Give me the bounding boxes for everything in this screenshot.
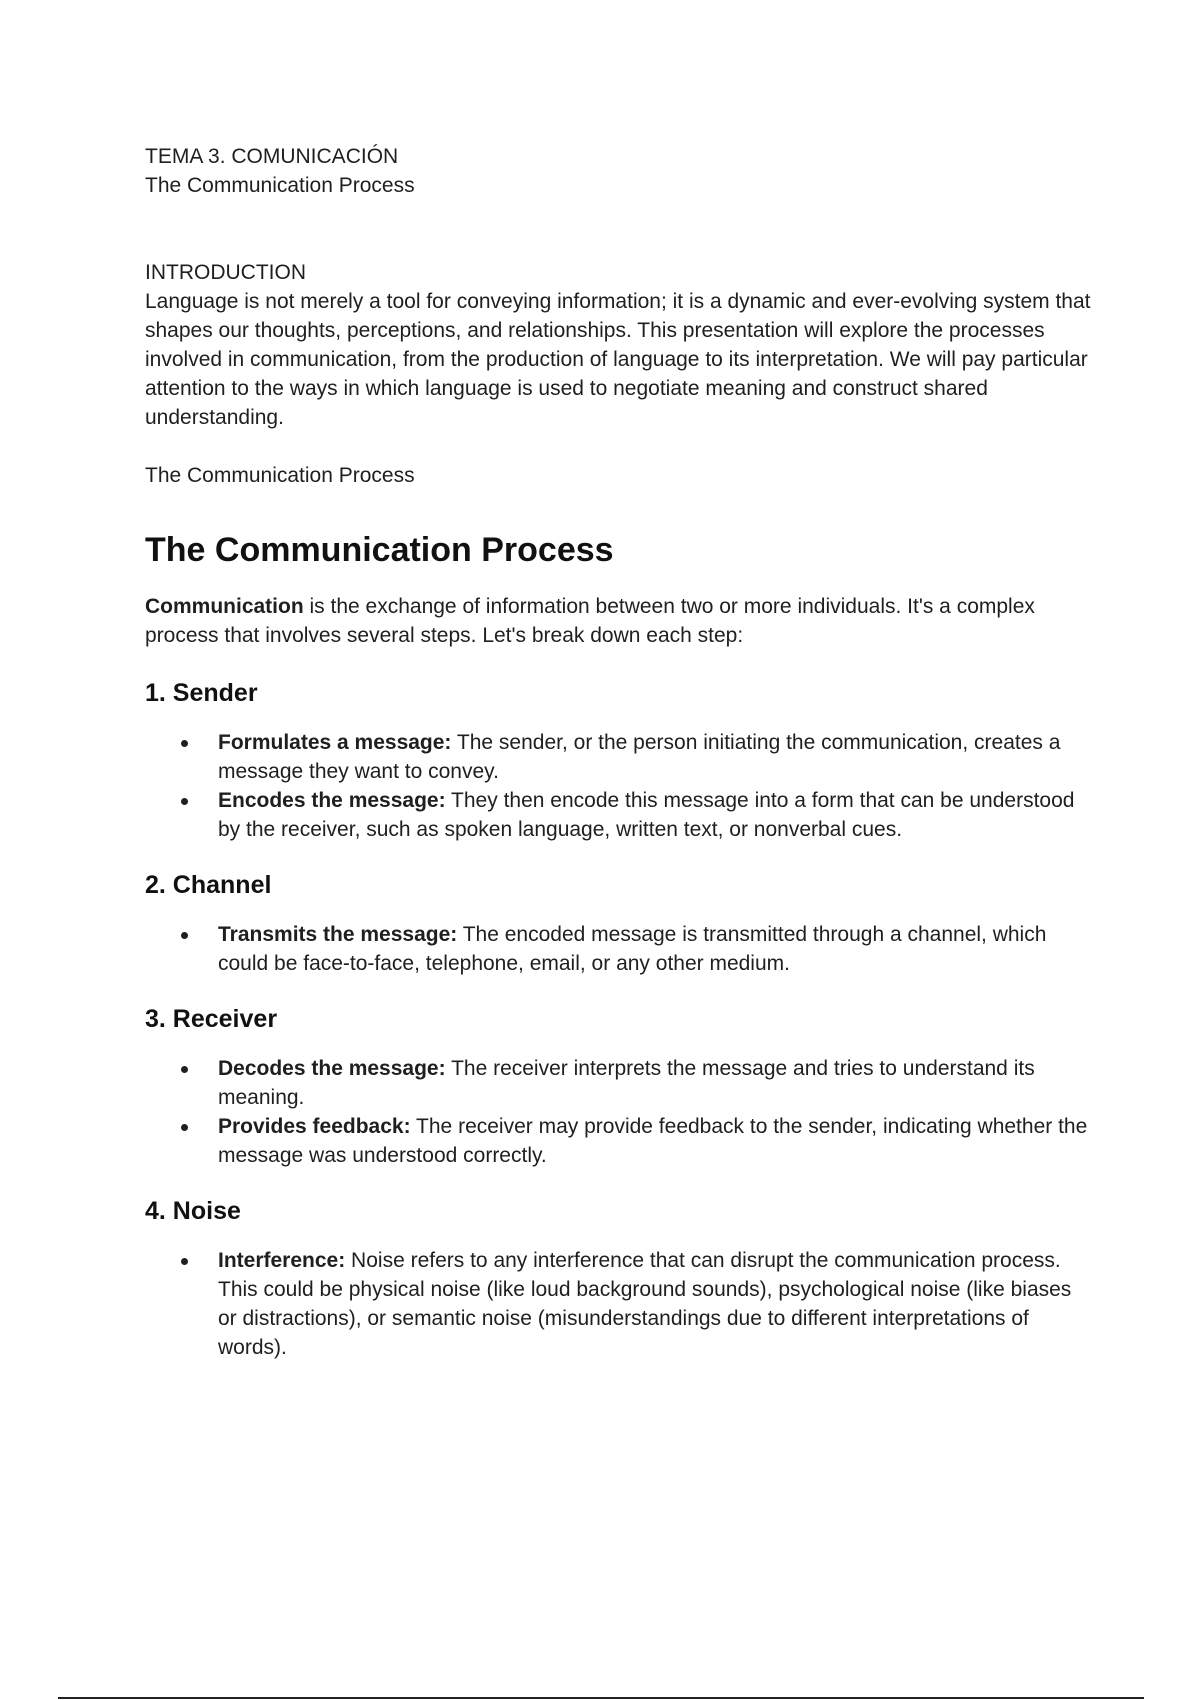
point-label: Decodes the message: — [218, 1057, 446, 1080]
list-item — [145, 920, 1095, 978]
point-label: Provides feedback: — [218, 1115, 411, 1138]
point-text: The receiver interprets the message and tries to understand its meaning. — [218, 1057, 1035, 1109]
section-title-receiver: 3. Receiver — [145, 1005, 278, 1033]
list-item — [145, 1054, 1095, 1112]
bullet-icon — [181, 1066, 188, 1073]
point-text: The sender, or the person initiating the communication, creates a message they want to convey. — [218, 731, 1061, 783]
document-header — [145, 142, 1095, 200]
section-list-noise — [145, 1246, 1095, 1362]
introduction-heading: INTRODUCTION — [145, 261, 306, 284]
section-title-sender: 1. Sender — [145, 679, 258, 707]
section-title-noise: 4. Noise — [145, 1197, 241, 1225]
section-title-channel: 2. Channel — [145, 871, 272, 899]
point-label: Transmits the message: — [218, 923, 458, 946]
bullet-icon — [181, 1258, 188, 1265]
subtitle-line: The Communication Process — [145, 174, 415, 197]
section-list-receiver — [145, 1054, 1095, 1170]
bullet-icon — [181, 932, 188, 939]
point-label: Encodes the message: — [218, 789, 446, 812]
introduction-text: Language is not merely a tool for conveying information; it is a dynamic and ever-evolving system that shapes our thoughts, perceptions, and relationships. This presentation will explore the processes involved in communication, from the production of language to its interpretation. We will pay particular attention to the ways in which language is used to negotiate meaning and construct shared understanding. — [145, 290, 1091, 429]
point-label: Formulates a message: — [218, 731, 452, 754]
point-text: The encoded message is transmitted through a channel, which could be face-to-face, telephone, email, or any other medium. — [218, 923, 1047, 975]
section-list-channel — [145, 920, 1095, 978]
topic-line: TEMA 3. COMUNICACIÓN — [145, 145, 399, 168]
lead-term: Communication — [145, 595, 304, 618]
point-text: Noise refers to any interference that can disrupt the communication process. This could be physical noise (like loud background sounds), psychological noise (like biases or distractions), or semantic noise (misunderstandings due to different interpretations of words). — [218, 1249, 1072, 1359]
list-item — [145, 1112, 1095, 1170]
lead-paragraph — [145, 592, 1095, 650]
page-title: The Communication Process — [145, 531, 614, 569]
page-bottom-divider — [58, 1697, 1144, 1699]
list-item — [145, 728, 1095, 786]
point-text: The receiver may provide feedback to the sender, indicating whether the message was understood correctly. — [218, 1115, 1088, 1167]
section-list-sender — [145, 728, 1095, 844]
bullet-icon — [181, 798, 188, 805]
list-item — [145, 786, 1095, 844]
document-page — [145, 142, 1095, 1388]
bullet-icon — [181, 1124, 188, 1131]
process-label: The Communication Process — [145, 464, 415, 487]
bullet-icon — [181, 740, 188, 747]
lead-text: is the exchange of information between two or more individuals. It's a complex process that involves several steps. Let's break down each step: — [145, 595, 1035, 647]
point-text: They then encode this message into a form that can be understood by the receiver, such as spoken language, written text, or nonverbal cues. — [218, 789, 1075, 841]
point-label: Interference: — [218, 1249, 346, 1272]
list-item — [145, 1246, 1095, 1362]
